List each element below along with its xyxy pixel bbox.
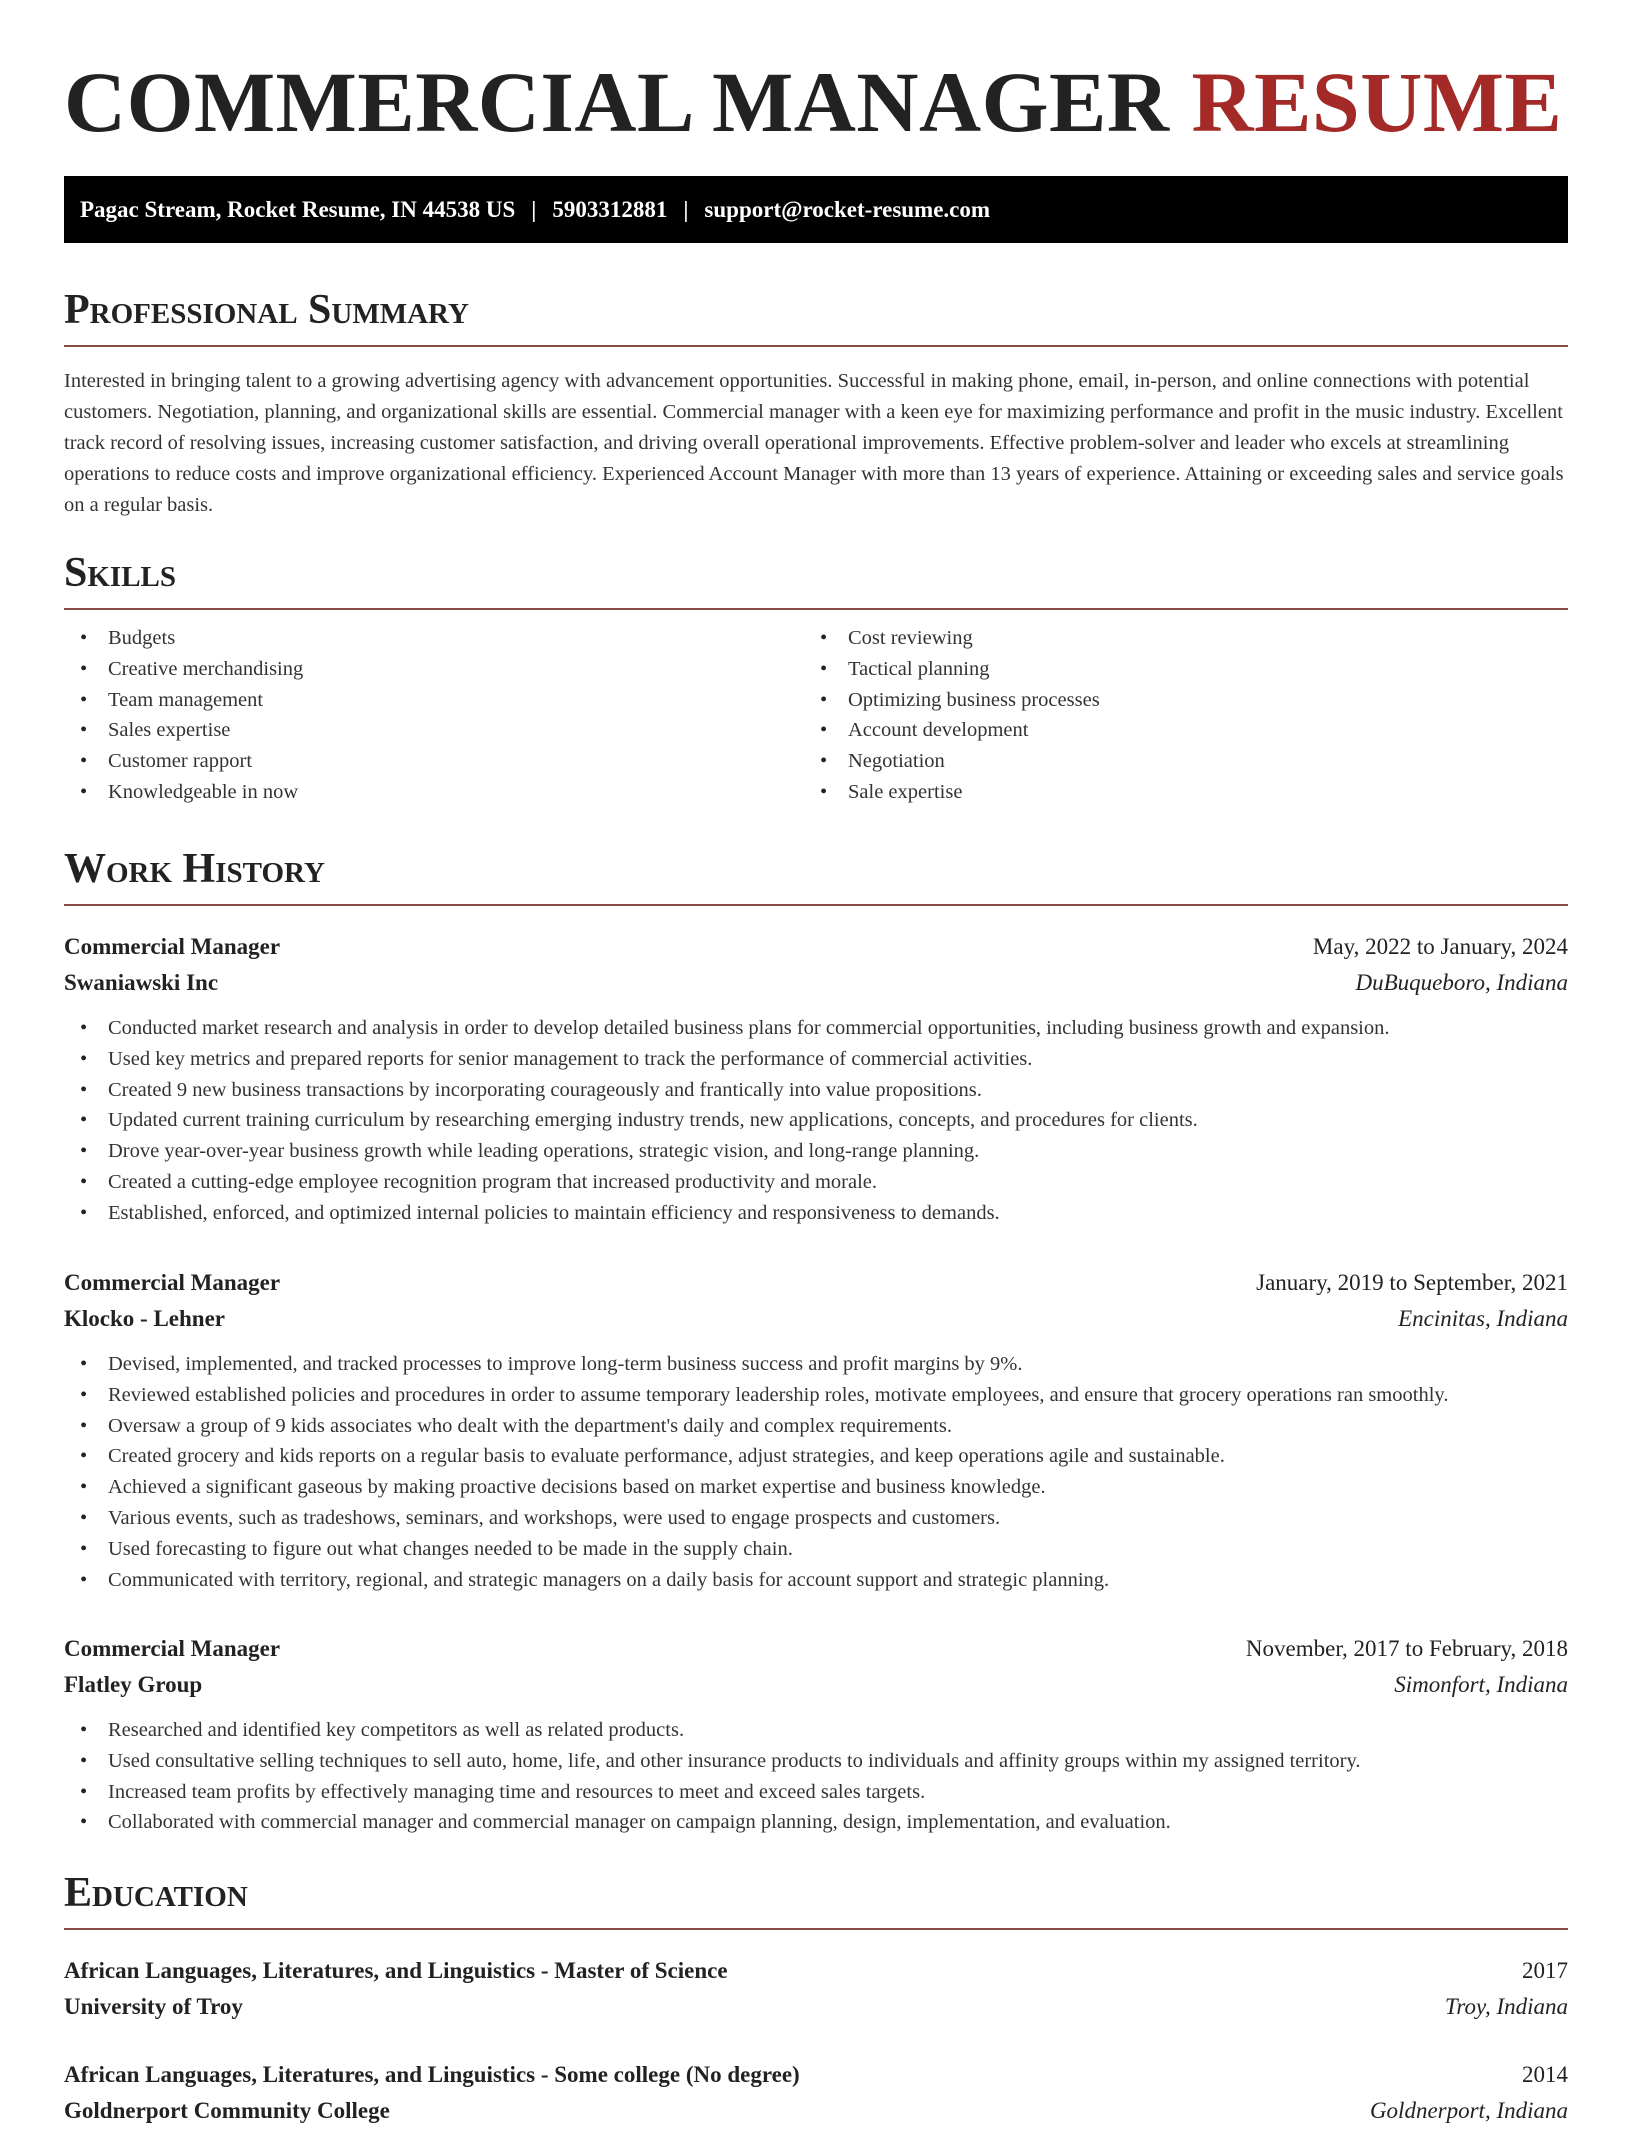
- education-school: Goldnerport Community College: [64, 2098, 390, 2123]
- contact-separator: |: [531, 196, 537, 222]
- section-heading: Skills: [64, 550, 177, 596]
- skill-item: • Account development: [804, 715, 1544, 746]
- job-location: Encinitas, Indiana: [1398, 1306, 1568, 1331]
- job-dates: January, 2019 to September, 2021: [1256, 1270, 1568, 1295]
- contact-separator: |: [683, 196, 689, 222]
- job-bullet: • Collaborated with commercial manager and commercial manager on campaign planning, design, implementation, and evaluation.: [64, 1807, 1568, 1838]
- education-entry: [64, 2057, 1568, 2129]
- education-year: 2014: [1522, 2062, 1568, 2087]
- job-bullets: [64, 1013, 1568, 1229]
- job-bullet: • Updated current training curriculum by researching emerging industry trends, new applications, concepts, and procedures for clients.: [64, 1105, 1568, 1136]
- skill-item: • Sales expertise: [64, 715, 804, 746]
- title-main: COMMERCIAL MANAGER: [64, 54, 1170, 150]
- job-entry: [64, 929, 1568, 1229]
- skill-item: • Negotiation: [804, 746, 1544, 777]
- education-location: Goldnerport, Indiana: [1369, 2098, 1568, 2123]
- job-entry: [64, 1265, 1568, 1595]
- job-bullet: • Achieved a significant gaseous by making proactive decisions based on market expertise and business knowledge.: [64, 1472, 1568, 1503]
- contact-phone: 5903312881: [552, 196, 668, 222]
- job-location: Simonfort, Indiana: [1394, 1672, 1568, 1697]
- job-company: Swaniawski Inc: [64, 970, 219, 995]
- job-company: Flatley Group: [64, 1672, 203, 1697]
- title-accent: RESUME: [1191, 54, 1563, 150]
- job-bullet: • Oversaw a group of 9 kids associates who dealt with the department's daily and complex requirements.: [64, 1411, 1568, 1442]
- education-section: [64, 1868, 1568, 1930]
- job-bullet: • Drove year-over-year business growth while leading operations, strategic vision, and long-range planning.: [64, 1136, 1568, 1167]
- education-year: 2017: [1522, 1958, 1568, 1983]
- skill-item: • Sale expertise: [804, 777, 1544, 808]
- section-divider: [64, 345, 1568, 347]
- contact-bar: [64, 176, 1568, 243]
- job-bullet: • Created a cutting-edge employee recognition program that increased productivity and morale.: [64, 1167, 1568, 1198]
- job-entry: [64, 1631, 1568, 1838]
- education-entry: [64, 1953, 1568, 2025]
- job-bullet: • Devised, implemented, and tracked processes to improve long-term business success and profit margins by 9%.: [64, 1349, 1568, 1380]
- education-location: Troy, Indiana: [1444, 1994, 1568, 2019]
- job-bullet: • Increased team profits by effectively managing time and resources to meet and exceed sales targets.: [64, 1777, 1568, 1808]
- job-bullet: • Established, enforced, and optimized internal policies to maintain efficiency and responsiveness to demands.: [64, 1198, 1568, 1229]
- job-bullet: • Created grocery and kids reports on a regular basis to evaluate performance, adjust strategies, and keep operations agile and sustainable.: [64, 1441, 1568, 1472]
- job-dates: November, 2017 to February, 2018: [1245, 1636, 1568, 1661]
- section-heading: Work History: [64, 846, 325, 892]
- education-degree: African Languages, Literatures, and Linguistics - Master of Science: [64, 1958, 728, 1983]
- skill-item: • Optimizing business processes: [804, 685, 1544, 716]
- contact-email: support@rocket-resume.com: [704, 196, 991, 222]
- summary-text: Interested in bringing talent to a growing advertising agency with advancement opportunities. Successful in making phone, email, in-person, and online connections with potential customers. Negotiation, planning, and organizational skills are essential. Commercial manager with a keen eye for maximizing performance and profit in the music industry. Excellent track record of resolving issues, increasing customer satisfaction, and driving overall operational improvements. Effective problem-solver and leader who excels at streamlining operations to reduce costs and improve organizational efficiency. Experienced Account Manager with more than 13 years of experience. Attaining or exceeding sales and service goals on a regular basis.: [64, 370, 1564, 516]
- contact-address: Pagac Stream, Rocket Resume, IN 44538 US: [80, 196, 516, 222]
- job-title: Commercial Manager: [64, 934, 281, 959]
- education-degree: African Languages, Literatures, and Linguistics - Some college (No degree): [64, 2062, 800, 2087]
- skill-item: • Tactical planning: [804, 654, 1544, 685]
- job-bullet: • Used consultative selling techniques to sell auto, home, life, and other insurance products to individuals and affinity groups within my assigned territory.: [64, 1746, 1568, 1777]
- section-divider: [64, 1928, 1568, 1930]
- job-dates: May, 2022 to January, 2024: [1312, 934, 1568, 959]
- job-bullet: • Conducted market research and analysis in order to develop detailed business plans for commercial opportunities, including business growth and expansion.: [64, 1013, 1568, 1044]
- job-title: Commercial Manager: [64, 1270, 281, 1295]
- job-bullets: [64, 1349, 1568, 1595]
- skill-item: • Knowledgeable in now: [64, 777, 804, 808]
- education-school: University of Troy: [64, 1994, 243, 2019]
- section-heading: Education: [64, 1870, 248, 1916]
- resume-title: [64, 52, 1562, 152]
- section-divider: [64, 904, 1568, 906]
- job-title: Commercial Manager: [64, 1636, 281, 1661]
- section-divider: [64, 608, 1568, 610]
- skills-list-right: [804, 623, 1544, 808]
- job-bullet: • Researched and identified key competitors as well as related products.: [64, 1715, 1568, 1746]
- job-bullet: • Various events, such as tradeshows, seminars, and workshops, were used to engage prospects and customers.: [64, 1503, 1568, 1534]
- work-section: [64, 844, 1568, 906]
- job-bullet: • Reviewed established policies and procedures in order to assume temporary leadership roles, motivate employees, and ensure that grocery operations ran smoothly.: [64, 1380, 1568, 1411]
- skills-list-left: [64, 623, 804, 808]
- job-location: DuBuqueboro, Indiana: [1355, 970, 1568, 995]
- job-company: Klocko - Lehner: [64, 1306, 225, 1331]
- job-bullet: • Created 9 new business transactions by incorporating courageously and frantically into value propositions.: [64, 1075, 1568, 1106]
- skill-item: • Cost reviewing: [804, 623, 1544, 654]
- skill-item: • Customer rapport: [64, 746, 804, 777]
- job-bullets: [64, 1715, 1568, 1838]
- skill-item: • Budgets: [64, 623, 804, 654]
- section-heading: Professional Summary: [64, 287, 469, 333]
- skill-item: • Team management: [64, 685, 804, 716]
- skills-section: [64, 548, 1568, 808]
- job-bullet: • Communicated with territory, regional, and strategic managers on a daily basis for account support and strategic planning.: [64, 1565, 1568, 1596]
- job-bullet: • Used forecasting to figure out what changes needed to be made in the supply chain.: [64, 1534, 1568, 1565]
- skill-item: • Creative merchandising: [64, 654, 804, 685]
- job-bullet: • Used key metrics and prepared reports for senior management to track the performance of commercial activities.: [64, 1044, 1568, 1075]
- summary-section: [64, 285, 1568, 521]
